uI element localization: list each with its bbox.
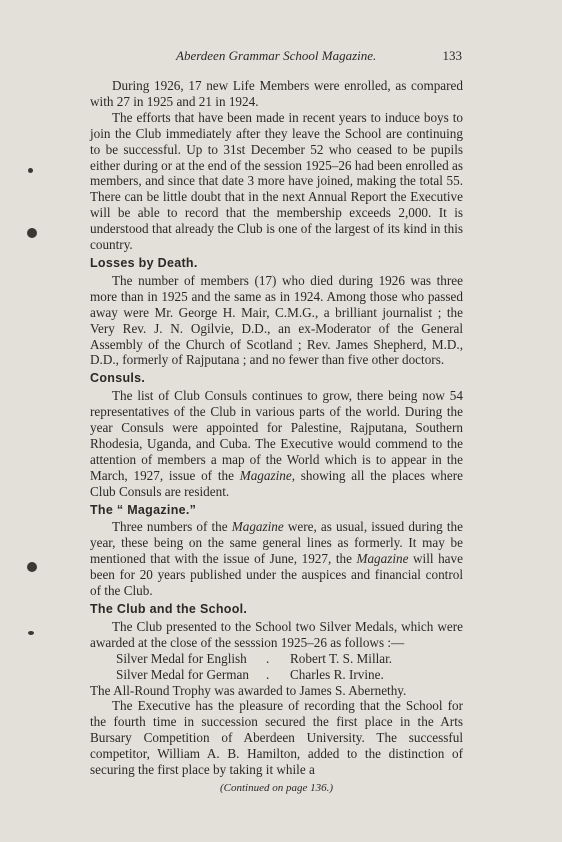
heading-consuls: Consuls. xyxy=(90,371,146,386)
heading-club-and-school: The Club and the School. xyxy=(90,602,248,616)
paragraph-consuls xyxy=(90,388,463,499)
award-dot: . xyxy=(266,650,270,666)
award-dot: . xyxy=(266,666,270,682)
paragraph-magazine xyxy=(90,519,463,599)
award-row-german xyxy=(90,667,463,683)
continued-note: (Continued on page 136.) xyxy=(219,781,334,794)
scan-mark xyxy=(28,631,34,635)
magazine-text-c: will have been for 20 years published under the auspices and financial control of the Club. xyxy=(90,551,463,599)
paragraph-efforts: The efforts that have been made in recent years to induce boys to join the Club immediately after they leave the School are continuing to be successful. Up to 31st December 52 who ceased to be pupils either during or at the end of the session 1925–26 had been enrolled as members, and since that date 3 more have joined, making the total 55. There can be little doubt that in the next Annual Report the Executive will be able to record that the membership exceeds 2,000. It is understood that already the Club is one of the largest of its kind in this country. xyxy=(90,109,463,253)
magazine-italic-2: Magazine xyxy=(356,551,409,567)
page-header xyxy=(90,48,462,64)
scan-mark xyxy=(27,562,37,572)
magazine-italic-1: Magazine xyxy=(231,519,284,535)
paragraph-bursary: The Executive has the pleasure of recording that the School for the fourth time in succession secured the first place in the Arts Bursary Competition of Aberdeen University. The successful competitor, William A. B. Hamilton, added to the distinction of securing the first place by taking it while a xyxy=(90,698,463,778)
paragraph-losses: The number of members (17) who died during 1926 was three more than in 1925 and the same as in 1924. Among those who passed away were Mr. George H. Mair, C.M.G., a brilliant journalist ; the Very Rev. J. N. Ogilvie, D.D., an ex-Moderator of the General Assembly of the Church of Scotland ; Rev. James Shepherd, M.D., D.D., formerly of Rajputana ; and no fewer than five other doctors. xyxy=(90,272,463,368)
paragraph-silver-medals: The Club presented to the School two Silver Medals, which were awarded at the close of the sesssion 1925–26 as follows :— xyxy=(90,618,463,650)
consuls-magazine-italic: Magazine xyxy=(239,467,292,483)
paragraph-trophy: The All-Round Trophy was awarded to James S. Abernethy. xyxy=(90,682,407,698)
page-number: 133 xyxy=(442,48,462,63)
heading-magazine: The “ Magazine.” xyxy=(90,502,197,517)
consuls-text-a: The list of Club Consuls continues to grow, there being now 54 representatives of the Club in various parts of the world. During the year Consuls were appointed for Palestine, Rajputana, Southern Rhodesia, Uganda, and Cuba. The Executive would commend to the attention of members a map of the World which is to appear in the March, 1927, issue of the xyxy=(90,388,463,483)
magazine-text-a: Three numbers of the xyxy=(112,519,232,535)
consuls-text-b: , showing all the places where Club Consuls are resident. xyxy=(90,467,464,499)
award-winner: Robert T. S. Millar. xyxy=(290,650,393,666)
running-title: Aberdeen Grammar School Magazine. xyxy=(176,48,377,63)
award-name: Silver Medal for German xyxy=(116,666,249,682)
award-name: Silver Medal for English xyxy=(116,650,247,666)
magazine-text-b: were, as usual, issued during the year, these being on the same general lines as formerly. It may be mentioned that with the issue of June, 1927, the xyxy=(90,519,463,567)
heading-losses-by-death: Losses by Death. xyxy=(90,255,198,270)
scan-mark xyxy=(28,168,33,173)
award-winner: Charles R. Irvine. xyxy=(290,666,384,682)
award-row-english xyxy=(90,651,463,667)
paragraph-life-members: During 1926, 17 new Life Members were enrolled, as compared with 27 in 1925 and 21 in 1924. xyxy=(90,78,463,109)
scan-mark xyxy=(27,228,37,238)
article-body xyxy=(90,78,463,797)
